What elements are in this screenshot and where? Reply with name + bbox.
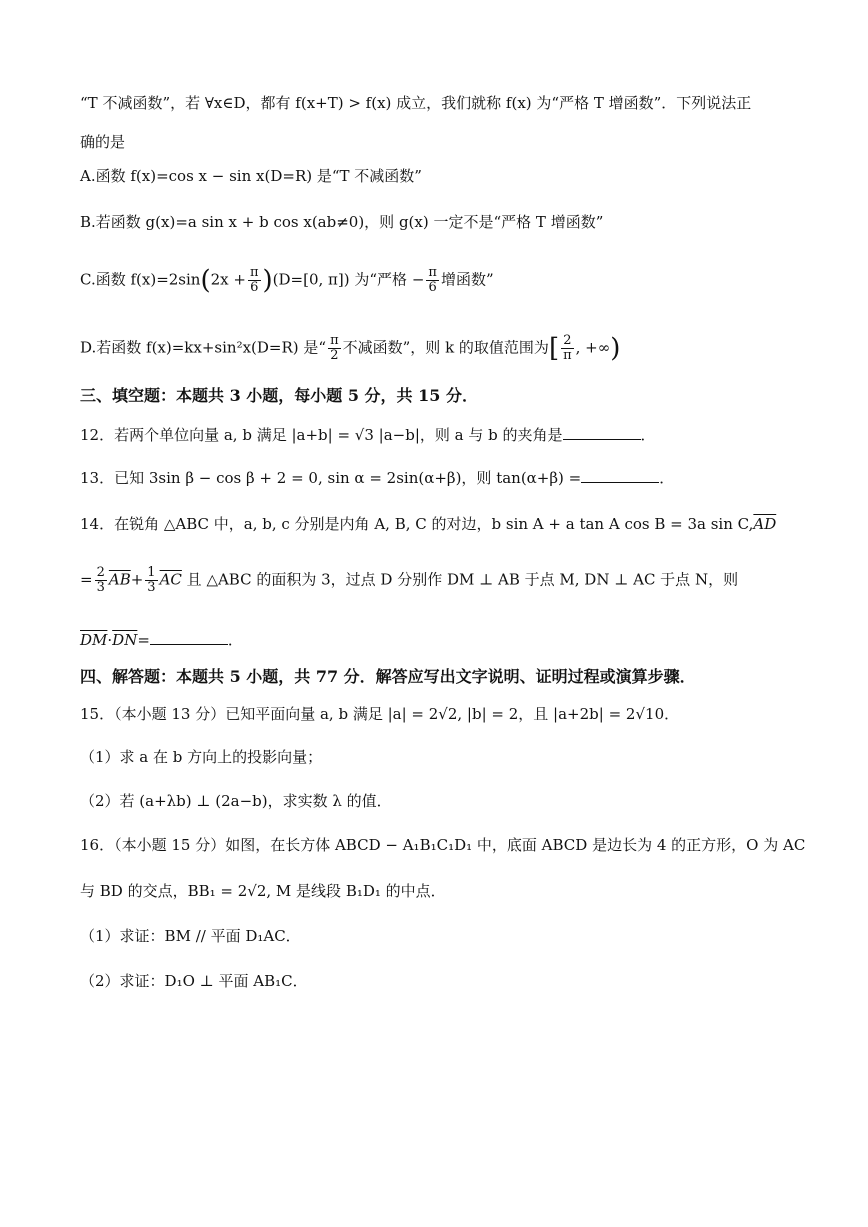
- intro-line-2: 确的是: [80, 133, 126, 151]
- intro-line-1: “T 不减函数”，若 ∀x∈D，都有 f(x+T) > f(x) 成立，我们就称 f(x) 为“严格 T 增函数”．下列说法正: [80, 94, 752, 112]
- section-3-heading: 三、填空题：本题共 3 小题，每小题 5 分，共 15 分．: [80, 386, 478, 405]
- question-12: 12．若两个单位向量 a, b 满足 |a+b| = √3 |a−b|，则 a 与 b 的夹角是 ．: [80, 423, 808, 446]
- question-13: 13．已知 3sin β − cos β + 2 = 0, sin α = 2sin(α+β)，则 tan(α+β) = ．: [80, 466, 808, 489]
- question-14-line-2: = $\frac{2}{3}$ $\overline{AB}+$ $\frac{1}{3}$ $\overline{AC}$ 且 △ABC 的面积为 3，过点 D 分别作 DM ⊥ AB 于点 M, DN ⊥ AC 于点 N，则: [80, 565, 739, 595]
- question-16-part-1: （1）求证：BM // 平面 D₁AC．: [80, 927, 301, 945]
- option-a: A.函数 f(x)=cos x − sin x(D=R) 是“T 不减函数”: [80, 167, 422, 185]
- frac-pi-over-2: $\frac{\pi}{2}$: [330, 333, 339, 363]
- question-15-part-1: （1）求 a 在 b 方向上的投影向量；: [80, 748, 323, 766]
- frac-2-over-pi: $\frac{2}{\pi}$: [563, 333, 572, 363]
- question-14-line-1: 14．在锐角 △ABC 中，a, b, c 分别是内角 A, B, C 的对边，b sin A + a tan A cos B = 3a $\sin C,\overline{AD}$: [80, 515, 777, 533]
- answer-blank: [150, 628, 228, 645]
- frac-pi-over-6-b: $\frac{\pi}{6}$: [428, 265, 437, 295]
- frac-pi-over-6: $\frac{\pi}{6}$: [249, 265, 259, 295]
- question-14-line-3: $\overline{DM}\cdot\overline{DN}=$ ．: [80, 628, 808, 651]
- option-b: B.若函数 g(x)=a sin x + b cos x(ab≠0)，则 g(x) 一定不是“严格 T 增函数”: [80, 213, 604, 231]
- option-c: C.函数 f(x)=2sin(2x + $\frac{\pi}{6}$ )(D=[0, π]) 为“严格 − $\frac{\pi}{6}$ 增函数”: [80, 265, 494, 296]
- question-16-line-2: 与 BD 的交点，BB₁ = 2√2, M 是线段 B₁D₁ 的中点．: [80, 882, 446, 900]
- answer-blank: [563, 423, 641, 440]
- section-4-heading: 四、解答题：本题共 5 小题，共 77 分．解答应写出文字说明、证明过程或演算步骤．: [80, 667, 696, 686]
- question-15-part-2: （2）若 (a+λb) ⊥ (2a−b)，求实数 λ 的值．: [80, 792, 392, 810]
- option-d: D.若函数 f(x)=kx+sin²x(D=R) 是“ $\frac{\pi}{2}$ 不减函数”，则 k 的取值范围为[ $\frac{2}{\pi}$ , +∞): [80, 333, 621, 364]
- answer-blank: [581, 466, 659, 483]
- question-16-part-2: （2）求证：D₁O ⊥ 平面 AB₁C．: [80, 972, 308, 990]
- question-16-line-1: 16．（本小题 15 分）如图，在长方体 ABCD − A₁B₁C₁D₁ 中，底面 ABCD 是边长为 4 的正方形，O 为 AC: [80, 836, 806, 854]
- question-15: 15．（本小题 13 分）已知平面向量 a, b 满足 |a| = 2√2, |b| = 2，且 |a+2b| = 2√10．: [80, 705, 680, 723]
